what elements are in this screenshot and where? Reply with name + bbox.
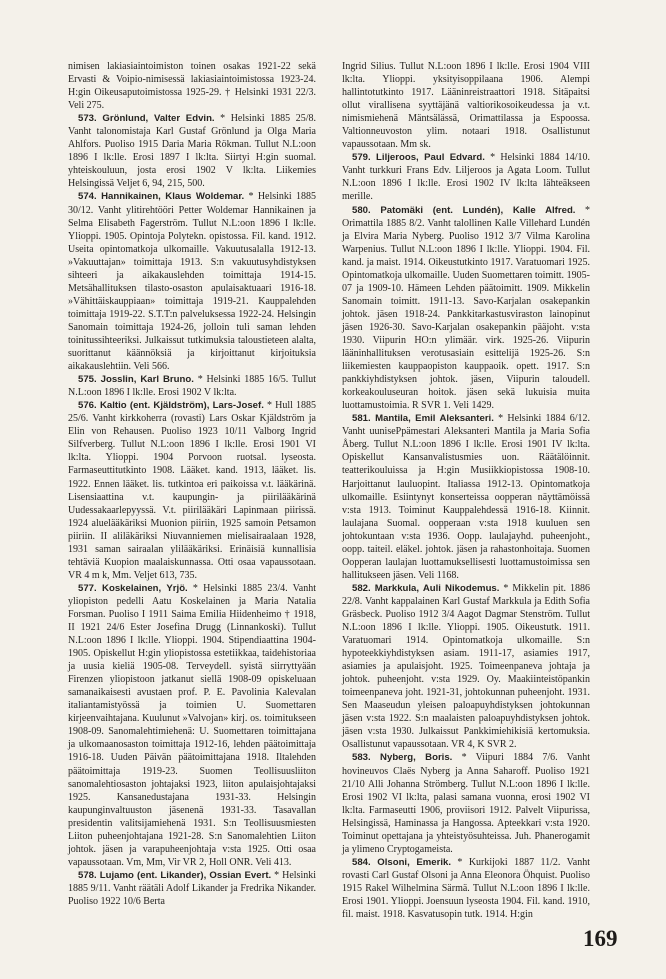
right-column [342, 60, 590, 921]
entry-text: * Helsinki 1884 14/10. Vanht turkkuri Frans Edv. Liljeroos ja Agata Loom. Tullut N.L:oon 1896 I lk:lle. Erosi 1902 IV lk:lta lähteäkseen merille. [342, 152, 590, 203]
entry-heading: 583. Nyberg, Boris. [352, 752, 453, 764]
biography-entry [68, 373, 316, 399]
entry-text: nimisen lakiasiaintoimiston toinen osakas 1921-22 sekä Ervasti & Voipio-nimisessä lakiasiaintoimistossa 1923-24. H:gin Oikeusaputoimistossa 1925-29. † Helsinki 1931 22/3. Veli 275. [68, 61, 316, 112]
biography-entry [68, 190, 316, 373]
entry-heading: 580. Patomäki (ent. Lundén), Kalle Alfred. [352, 204, 576, 216]
biography-entry [68, 869, 316, 908]
entry-text: * Helsinki 1884 6/12. Vanht uunisePpämestari Aleksanteri Mantila ja Maria Sofia Åberg. Tullut N.L:oon 1896 I lk:lle. Erosi 1901 IV lk:lta. Opiskellut Kansanvalistusmies uon. Räätälöinnit. teatterikouluissa ja H:gin Musiikkiopistossa 1908-10. Harjoittanut lauluopint. Italiassa 1912-13. Opintomatkoja ulkomaille. Esiintynyt konserteissa oopperan näyttämöissä v:sta 1913. Toiminut Kauppalehdessä 1916-18. Kiinnit. laulajana Suomal. oopperaan v:sta 1918 kuuluen sen johtokuntaan v:sta 1936. Oopp. laulajayhd. puheenjoht., oopp. taiteil. eläkel. johtok. jäsen ja rahastonhoitaja. Suomen Oopperan laulajan luottamuksellisesti luottamustoimissa sen hallitukseen jäsen. Veli 1168. [342, 413, 590, 581]
entry-heading: 574. Hannikainen, Klaus Woldemar. [78, 191, 245, 203]
entry-heading: 582. Markkula, Auli Nikodemus. [352, 582, 500, 594]
biography-entry [342, 204, 590, 413]
entry-text: * Helsinki 1885 16/5. Tullut N.L:oon 1896 I lk:lle. Erosi 1902 V lk:lta. [68, 374, 316, 399]
entry-heading: 573. Grönlund, Valter Edvin. [78, 113, 215, 125]
entry-heading: 577. Koskelainen, Yrjö. [78, 582, 188, 594]
entry-text: * Helsinki 1885 30/12. Vanht ylitirehtööri Petter Woldemar Hannikainen ja Selma Elisabeth Fagerström. Tullut N.L:oon 1896 I lk:lle. Ylioppi. 1905. Opintoja Polytekn. opistossa. Fil. kand. 1912. Useita opintomatkoja ulkomaille. Vakuutusalalla 1912-13. »Vakuuttajan» toimittaja 1913. S:n vakuutusyhdistyksen sihteeri ja aikakauslehden toimittaja 1914-15. Metsähallituksen tilasto-osaston apulaisaktuaari 1916-18. »Vähittäiskauppiaan» toimittaja 1919-21. Kauppalehden toimittaja 1919-22. S.T.T:n palveluksessa 1922-24. Helsingin Sanomain toimittaja 1924-26, jolloin tuli saman lehden toinitussihteeriksi. Julkaissut tutkimuksia taloustieteen alalta, suorittanut käännöksiä ja kirjoittanut kirjoituksia aikakauslehtiin. Veli 566. [68, 191, 317, 373]
biography-entry [342, 582, 590, 752]
entry-text: * Kurkijoki 1887 11/2. Vanht rovasti Carl Gustaf Olsoni ja Anna Eleonora Öhquist. Puoliso 1915 Rakel Wilhelmina Särmä. Tullut N.L:oon 1896 I lk:lle. Erosi 1901. Ylioppi. Joensuun lyseosta 1904. Fil. kand. 1910, fil. maist. 1918. Kasvatusopin tutk. 1914. H:gin [342, 856, 590, 921]
biography-entry [342, 60, 590, 151]
biography-entry [342, 412, 590, 582]
entry-text: * Helsinki 1885 23/4. Vanht yliopiston pedelli Aatu Koskelainen ja Maria Natalia Forsman. Puoliso I 1911 Saima Emilia Hiidenheimo † 1918, II 1921 24/6 Ester Josefina Drugg (Linnankoski). Tullut N.L:oon 1896 I lk:lle. Ylioppi. 1904. Stipendiaattina 1904-1905. Opiskellut H:gin yliopistossa estetiikkaa, taidehistoriaa ja uusia kieliä 1905-08. Terveydell. syistä siirryttyään Firenzen yliopistoon jatkanut siellä 1908-09 opiskeluaan samanaikaisesti avustaen prof. P. E. Pavolinia Kalevalan italiantamistyössä ja toimien U. Suomettaren kirjeenvaihtajana. Kuulunut »Valvojan» kirj. os. toimitukseen 1908-09. Sanomalehtimiehenä: U. Suomettaren toimittajana ja ulkomaanosaston toimittaja 1912-16, lehden päätoimittaja 1916-18. Uuden Päivän päätoimittajana 1918. Iltalehden päätoimittaja 1919-23. Suomen Teollisuusliiton sanomalehtiosaston johtajaksi 1923, liiton apulaisjohtajaksi 1925. Kansanedustajana 1931-33. Helsingin kaupunginvaltuuston jäsenenä 1931-33. Tasavallan presidentin valitsijamiehenä 1931. S:n Teollisuusmiesten Liiton puheenjohtajana 1921-28. S:n Sanomalehtien Liiton johtok. jäsen ja varapuheenjohtaja v:sta 1925. Otti osaa vapaussotaan. Vm, Mm, Vir VR 2, Holl ONR. Veli 413. [68, 582, 316, 868]
biography-entry [342, 151, 590, 203]
entry-text: * Viipuri 1884 7/6. Vanht hovineuvos Claës Nyberg ja Anna Saharoff. Puoliso 1921 21/10 Alli Johanna Strömberg. Tullut N.L:oon 1896 I lk:lle. Erosi 1902 VI lk:lta, palasi samana vuonna, erosi 1902 VI lk:lta. Farmaseutti 1906, proviisori 1912. Palvelt Viipurissa, Helsingissä, Haminassa ja Hangossa. Apteekkari v:sta 1920. Toiminut opettajana ja yhteistyösuhteissa. Juh. Phanerogamit ja ylimeno Cryptogameista. [342, 752, 590, 855]
biography-entry [68, 60, 316, 112]
biography-entry [68, 582, 316, 869]
entry-text: * Helsinki 1885 25/8. Vanht talonomistaja Karl Gustaf Grönlund ja Olga Maria Ahlfors. Puoliso 1915 Daria Maria Rökman. Tullut N.L:oon 1896 I lk:lle. Erosi 1897 I lk:lta. Siirtyi H:gin suomal. yhteiskouluun, josta erosi 1902 V lk:lta. Liikemies Helsingissä Veljet 6, 94, 215, 500. [68, 113, 316, 190]
biography-entry [342, 856, 590, 921]
entry-heading: 578. Lujamo (ent. Likander), Ossian Evert. [78, 869, 272, 881]
entry-text: * Mikkelin pit. 1886 22/8. Vanht kappalainen Karl Gustaf Markkula ja Edith Sofia Gräsbeck. Puoliso 1912 3/4 Aagot Dagmar Stenström. Tullut N.L:oon 1896 I lk:lle. Ylioppi. 1905. Oikeustutk. 1911. Varatuomari 1914. Opintomatkoja ulkomaille. S:n hypoteekkiyhdistyksen asiam. 1911-17, asiamies 1917, asiamies ja apulaisjoht. 1925. Toimeenpaneva johtaja ja johtok. puheenjoht. v:sta 1929. Oy. Maakiinteistöpankin toimeenpaneva joht. 1921-31, johtokunnan puheenjoht. 1931. Sen Maaseudun yleisen paloapuyhdistyksen johtokunnan jäsen v:sta 1922. S:n maalaisten paloapuyhdistyksen johtok. jäsen v:sta 1930. Julkaissut Pankkimiehikisiä kertomuksia. Osallistunut vapaussotaan. VR 4, K SVR 2. [342, 582, 590, 751]
entry-text: * Helsinki 1885 9/11. Vanht räätäli Adolf Likander ja Fredrika Nikander. Puoliso 1922 10/6 Berta [68, 869, 316, 907]
entry-text: Ingrid Silius. Tullut N.L:oon 1896 I lk:lle. Erosi 1904 VIII lk:lta. Ylioppi. yksityisoppilaana 1906. Alempi hallintotutkinto 1917. Lääninreistraattori 1918. Sitäpaitsi ollut virallisena syyttäjänä valtiorikosoikeudessa ja v.t. nimismiehenä Mäntsälässä, Orimattilassa ja Espoossa. Valtionneuvoston ylim. notaari 1918. Osallistunut vapaussotaan. Mm sk. [342, 61, 590, 151]
biography-entry [342, 751, 590, 855]
page-number: 169 [583, 926, 618, 951]
left-column [68, 60, 316, 908]
entry-heading: 581. Mantila, Emil Aleksanteri. [352, 413, 494, 425]
entry-text: * Hull 1885 25/6. Vanht kirkkoherra (rovasti) Lars Oskar Kjäldström ja Elin von Rehausen. Puoliso 1923 10/11 Valborg Ingrid Silfverberg. Tullut N.L:oon 1896 I lk:lle. Erosi 1901 VI lk:lta. Ylioppi. 1904 Porvoon ruotsal. lyseosta. Farmaseuttitutkinto 1908. Lääket. kand. 1913, lääket. lis. 1922. Ennen lääket. lis. tutkintoa eri paikoissa v.t. lääkärinä. Lisensiaattina v.t. kaupungin- ja piirilääkärinä Uudessakaarlepyyssä. V.t. piirilääkäri Lapinmaan piirissä. 1924 aluelääkäriksi Muonion piiriin, 1925 samoin Petsamon piiriin. II aliläkäriksi Niuvanniemen mielisairaalaan 1928, 1931 saman sairaalan ylilääkäriksi. Erinäisiä kunnallisia tehtäviä Kuopion maalaiskunnassa. Otti osaa vapaussotaan. VR 4 m k, Mm. Veljet 613, 735. [68, 400, 316, 581]
entry-heading: 584. Olsoni, Emerik. [352, 856, 451, 868]
entry-heading: 579. Liljeroos, Paul Edvard. [352, 152, 485, 164]
biography-entry [68, 399, 316, 582]
entry-heading: 576. Kaltio (ent. Kjäldström), Lars-Josef. [78, 400, 264, 412]
entry-heading: 575. Josslin, Karl Bruno. [78, 374, 194, 386]
biography-entry [68, 112, 316, 190]
entry-text: * Orimattila 1885 8/2. Vanht talollinen Kalle Villehard Lundén ja Elvira Maria Nyberg. Puoliso 1912 3/7 Vilma Karolina Warpenius. Tullut N.L:oon 1896 I lk:lle. Ylioppi. 1904. Fil. kand. ja maist. 1914. Oikeustutkinto 1917. Varatuomari 1925. Opintomatkoja ulkomaille. Uuden Suomettaren toimitt. 1905-07 ja 1909-10. Hämeen Lehden päätoimitt. 1909. Mikkelin Sanomain toimitt. 1911-13. Savo-Karjalan osakepankin johtok. jäsen 1918-24. Pankkitarkastusviraston lainopinut jäsen 1926-30. Savo-Karjalan osakepankin pääjoht. v:sta 1930. Viipurin HO:n ylimäär. virk. 1925-26. Viipurin lääninhallituksen verotusasiain esittelijä 1925-26. S:n liikemiesten kauppaopiston kauppaoik. opett. 1917. S:n pankkiyhdistyksen johtok. jäsen, Viipurin taloudell. korkeakouluseuran hoitok. jäsen sekä lukuisia muita luottamustoimia. R SVR 1. Veli 1429. [342, 204, 590, 412]
